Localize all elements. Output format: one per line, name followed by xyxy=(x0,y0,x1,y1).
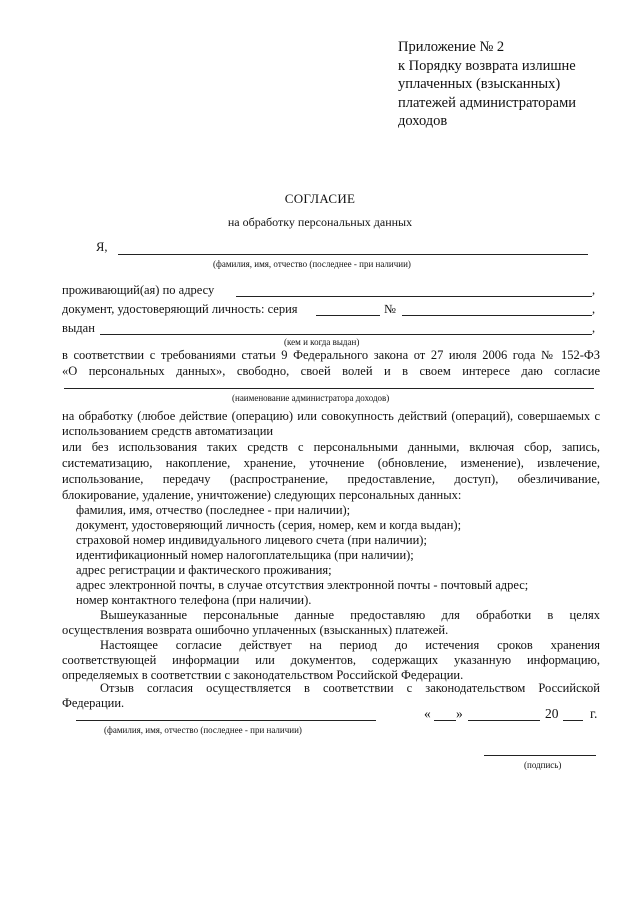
fio-line[interactable] xyxy=(118,254,588,255)
admin-caption: (наименование администратора доходов) xyxy=(232,393,390,403)
list-item: идентификационный номер налогоплательщика (при наличии); xyxy=(76,548,414,562)
year-prefix: 20 xyxy=(545,706,559,721)
address-comma: , xyxy=(592,283,596,297)
list-item: документ, удостоверяющий личность (серия, номер, кем и когда выдан); xyxy=(76,518,462,532)
issued-line[interactable] xyxy=(100,334,592,335)
list-item: номер контактного телефона (при наличии). xyxy=(76,593,312,607)
para5-line-1: Отзыв согласия осуществляется в соответствии с законодательством Российской xyxy=(100,681,600,695)
para4-line-2: соответствующей информации или документов, содержащих указанную информацию, xyxy=(62,653,600,667)
date-month-line[interactable] xyxy=(468,720,540,721)
signer-fio-line[interactable] xyxy=(76,720,376,721)
para5-line-2: Федерации. xyxy=(62,696,125,710)
annex-line-4: платежей администраторами xyxy=(398,94,577,111)
list-item: фамилия, имя, отчество (последнее - при наличии); xyxy=(76,503,351,517)
issued-comma: , xyxy=(592,321,596,335)
date-day-line[interactable] xyxy=(434,720,456,721)
date-year-line[interactable] xyxy=(563,720,583,721)
para3-line-1: Вышеуказанные персональные данные предоставляю для обработки в целях xyxy=(100,608,600,622)
para1-line-2: «О персональных данных», свободно, своей волей и в своем интересе даю согласие xyxy=(62,364,600,378)
address-line[interactable] xyxy=(236,296,592,297)
fio-caption: (фамилия, имя, отчество (последнее - при наличии) xyxy=(213,259,411,269)
year-suffix: г. xyxy=(590,706,598,721)
signature-line[interactable] xyxy=(484,755,596,756)
list-item: адрес электронной почты, в случае отсутствия электронной почты - почтовый адрес; xyxy=(76,578,529,592)
date-close-quote: » xyxy=(456,706,463,721)
signature-caption: (подпись) xyxy=(524,760,562,770)
para2-line-1: на обработку (любое действие (операцию) или совокупность действий (операций), совершаемых с использованием средств автоматизации xyxy=(62,409,600,438)
annex-line-1: Приложение № 2 xyxy=(398,39,505,55)
para1-line-1: в соответствии с требованиями статьи 9 Федерального закона от 27 июля 2006 года № 152-ФЗ xyxy=(62,348,600,362)
annex-line-5: доходов xyxy=(398,113,448,129)
para2-line-3: или без использования таких средств с персональными данными, включая сбор, запись, xyxy=(62,440,600,454)
doc-comma: , xyxy=(592,302,596,316)
para2-line-6: блокирование, удаление, уничтожение) следующих персональных данных: xyxy=(62,488,462,502)
doc-label: документ, удостоверяющий личность: серия xyxy=(62,302,298,316)
doc-number-line[interactable] xyxy=(402,315,592,316)
date-open-quote: « xyxy=(424,706,431,721)
issued-caption: (кем и когда выдан) xyxy=(284,337,360,347)
doc-series-line[interactable] xyxy=(316,315,380,316)
annex-block xyxy=(398,38,576,131)
para4-line-1: Настоящее согласие действует на период до истечения сроков хранения xyxy=(100,638,600,652)
para2-line-4: систематизацию, накопление, хранение, уточнение (обновление, изменение), извлечение, xyxy=(62,456,600,470)
para4-line-3: определяемых в соответствии с законодательством Российской Федерации. xyxy=(62,668,464,682)
para2-line-5: использование, передачу (распространение, предоставление, доступ), обезличивание, xyxy=(62,472,600,486)
doc-number-label: № xyxy=(384,302,396,316)
document-subtitle: на обработку персональных данных xyxy=(227,215,413,229)
document-title: СОГЛАСИЕ xyxy=(284,191,356,206)
address-label: проживающий(ая) по адресу xyxy=(62,283,215,297)
annex-line-2: к Порядку возврата излишне xyxy=(398,57,576,74)
list-item: адрес регистрации и фактического проживания; xyxy=(76,563,332,577)
ya-label: Я, xyxy=(96,240,108,254)
annex-line-3: уплаченных (взысканных) xyxy=(398,76,561,92)
admin-name-line[interactable] xyxy=(64,388,594,389)
issued-label: выдан xyxy=(62,321,95,335)
list-item: страховой номер индивидуального лицевого счета (при наличии); xyxy=(76,533,427,547)
signer-fio-caption: (фамилия, имя, отчество (последнее - при наличии) xyxy=(104,725,302,735)
para3-line-2: осуществления возврата ошибочно уплаченных (взысканных) платежей. xyxy=(62,623,449,637)
